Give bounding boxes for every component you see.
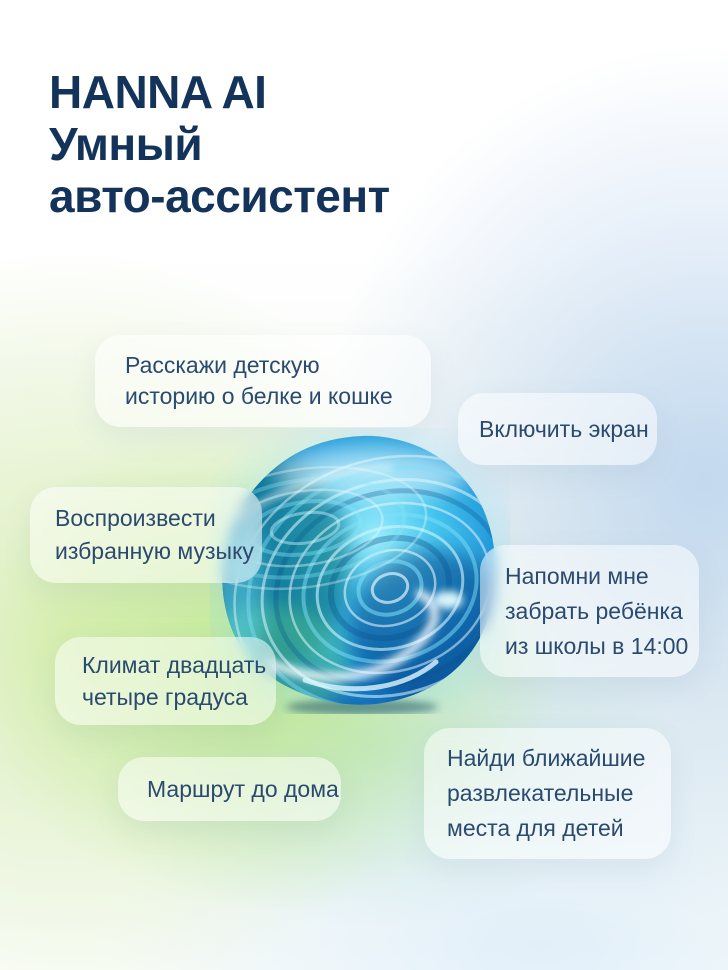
command-bubble-route[interactable] [118, 757, 341, 821]
bubble-text-line: историю о белке и кошке [125, 383, 393, 409]
bubble-text-line: Климат двадцать [82, 652, 267, 678]
command-bubble-places[interactable] [424, 728, 671, 859]
subtitle-line-2: авто-ассистент [49, 170, 390, 222]
command-bubble-music[interactable] [30, 487, 262, 583]
command-bubble-story[interactable] [95, 335, 431, 427]
bubble-text-line: места для детей [447, 815, 624, 841]
page-title [49, 66, 390, 222]
bubble-text-line: Напомни мне [505, 562, 649, 589]
command-bubble-screen[interactable] [458, 393, 657, 465]
bubble-text-line: из школы в 14:00 [505, 632, 689, 659]
bubble-text-line: Включить экран [479, 416, 649, 442]
brand-name: HANNA AI [49, 66, 267, 118]
bubble-text-line: Расскажи детскую [125, 352, 320, 378]
bubble-text-line: Маршрут до дома [147, 776, 339, 802]
bubble-text-line: забрать ребёнка [505, 597, 683, 624]
bubble-text-line: избранную музыку [55, 538, 254, 564]
bubble-text-line: развлекательные [447, 780, 634, 806]
bubble-text-line: Воспроизвести [55, 505, 216, 531]
bubble-text-line: Найди ближайшие [447, 745, 646, 771]
command-bubble-climate[interactable] [55, 637, 276, 725]
subtitle-line-1: Умный [49, 118, 203, 170]
bubble-text-line: четыре градуса [82, 684, 248, 710]
command-bubble-reminder[interactable] [480, 545, 699, 677]
